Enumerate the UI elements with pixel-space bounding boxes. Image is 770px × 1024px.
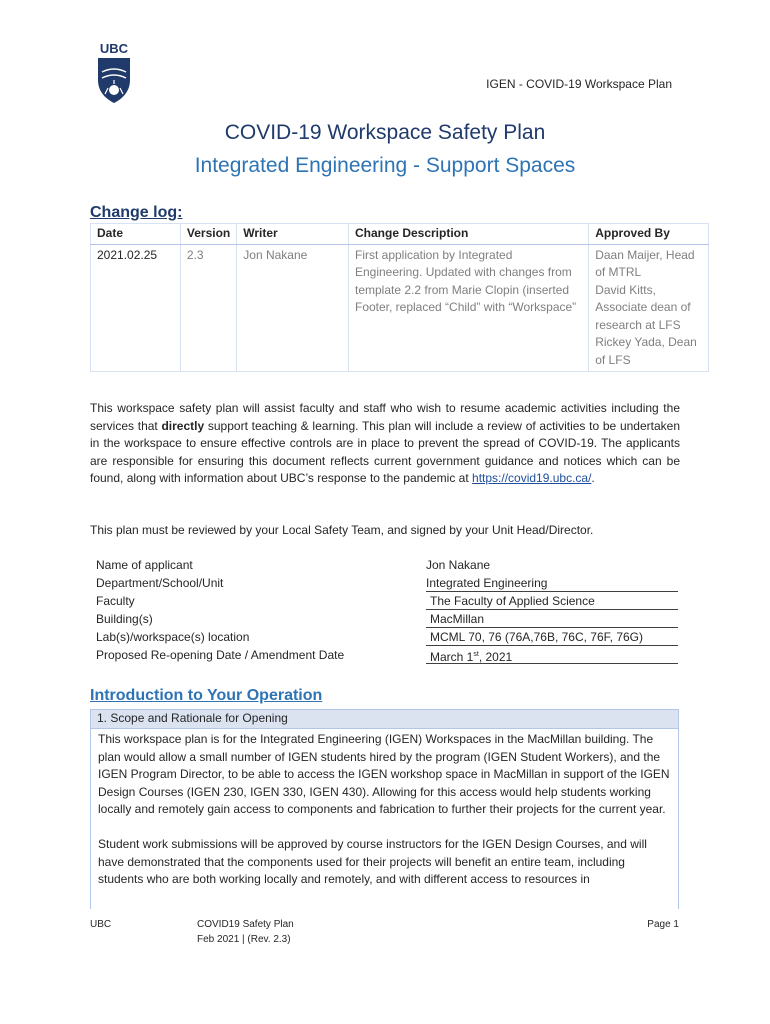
value-location[interactable]: MCML 70, 76 (76A,76B, 76C, 76F, 76G) bbox=[426, 628, 678, 646]
value-building[interactable]: MacMillan bbox=[426, 610, 678, 628]
change-log-table bbox=[90, 223, 709, 372]
operation-heading: Introduction to Your Operation bbox=[90, 687, 323, 704]
cell-version: 2.3 bbox=[180, 244, 236, 372]
value-department[interactable]: Integrated Engineering bbox=[426, 574, 678, 592]
intro-text-3: . bbox=[591, 471, 595, 486]
value-faculty[interactable]: The Faculty of Applied Science bbox=[426, 592, 678, 610]
date-main: March 1 bbox=[430, 650, 474, 664]
table-header-row bbox=[91, 224, 709, 245]
covid-link[interactable]: https://covid19.ubc.ca/ bbox=[472, 471, 592, 486]
header-document-name: IGEN - COVID-19 Workspace Plan bbox=[486, 77, 672, 91]
scope-box bbox=[90, 709, 679, 909]
label-name: Name of applicant bbox=[96, 558, 193, 572]
approver-2: David Kitts, Associate dean of research at LFS bbox=[595, 282, 691, 332]
footer-page-number: Page 1 bbox=[647, 919, 679, 930]
value-date[interactable] bbox=[426, 646, 678, 664]
footer-center-line2: Feb 2021 | (Rev. 2.3) bbox=[197, 934, 291, 945]
label-building: Building(s) bbox=[96, 612, 153, 626]
info-row-faculty bbox=[96, 592, 680, 610]
approver-3: Rickey Yada, Dean of LFS bbox=[595, 335, 697, 367]
info-row-location bbox=[96, 628, 680, 646]
footer-left: UBC bbox=[90, 919, 112, 930]
scope-paragraph-2: Student work submissions will be approved by course instructors for the IGEN Design Courses, and will have demonstrated that the components used for their projects will benefit an entire team, including students who are both working locally and remotely, and with different access to resources in bbox=[98, 836, 647, 887]
intro-text-1: This workspace safety plan will assist faculty and staff who wish to resume academic activities including the services that bbox=[90, 401, 680, 433]
change-log-heading: Change log: bbox=[90, 204, 183, 221]
column-header-version: Version bbox=[180, 224, 236, 245]
document-subtitle: Integrated Engineering - Support Spaces bbox=[194, 154, 576, 177]
date-superscript: st bbox=[473, 651, 479, 658]
column-header-description: Change Description bbox=[348, 224, 588, 245]
scope-paragraph-1: This workspace plan is for the Integrated Engineering (IGEN) Workspaces in the MacMillan building. The plan would allow a small number of IGEN students hired by the program (IGEN Student Workers), and the IGEN Program Director, to be able to access the IGEN workshop space in MacMillan in support of the IGEN Design Courses (IGEN 230, IGEN 330, IGEN 430). Allowing for this access would help students working locally and remotely gain access to components and fabrication to further their projects for the current year. bbox=[98, 732, 670, 817]
applicant-info bbox=[96, 556, 680, 664]
footer-center bbox=[197, 917, 294, 947]
table-row bbox=[91, 244, 709, 372]
column-header-date: Date bbox=[91, 224, 181, 245]
value-name[interactable]: Jon Nakane bbox=[426, 558, 491, 572]
review-note: This plan must be reviewed by your Local Safety Team, and signed by your Unit Head/Director. bbox=[90, 523, 594, 537]
scope-box-title: 1. Scope and Rationale for Opening bbox=[91, 710, 678, 729]
logo-text: UBC bbox=[99, 41, 129, 56]
info-row-department bbox=[96, 574, 680, 592]
info-row-date bbox=[96, 646, 680, 664]
scope-box-body bbox=[91, 729, 678, 908]
intro-text-2: support teaching & learning. This plan will include a review of activities to be undertaken in the workspace to ensure effective controls are in place to prevent the spread of COVID-19. The applicants are responsible for ensuring this document reflects current government guidance and notices which can be found, along with information about UBC’s response to the pandemic at bbox=[90, 418, 680, 486]
document-title: COVID-19 Workspace Safety Plan bbox=[224, 121, 546, 144]
ubc-logo bbox=[96, 42, 132, 104]
info-row-building bbox=[96, 610, 680, 628]
label-date: Proposed Re-opening Date / Amendment Date bbox=[96, 648, 345, 662]
label-faculty: Faculty bbox=[96, 594, 135, 608]
cell-writer: Jon Nakane bbox=[237, 244, 349, 372]
cell-approved-by bbox=[589, 244, 709, 372]
label-department: Department/School/Unit bbox=[96, 576, 224, 590]
label-location: Lab(s)/workspace(s) location bbox=[96, 630, 250, 644]
intro-paragraph bbox=[90, 400, 680, 488]
date-year: , 2021 bbox=[478, 650, 513, 664]
column-header-writer: Writer bbox=[237, 224, 349, 245]
column-header-approved-by: Approved By bbox=[589, 224, 709, 245]
info-row-name bbox=[96, 556, 680, 574]
approver-1: Daan Maijer, Head of MTRL bbox=[595, 247, 695, 279]
footer-center-line1: COVID19 Safety Plan bbox=[197, 919, 294, 930]
intro-bold-text: directly bbox=[161, 418, 205, 433]
cell-date: 2021.02.25 bbox=[97, 247, 158, 262]
cell-description: First application by Integrated Engineering. Updated with changes from template 2.2 from Marie Clopin (inserted Footer, replaced “Child” with “Workspace” bbox=[348, 244, 588, 372]
